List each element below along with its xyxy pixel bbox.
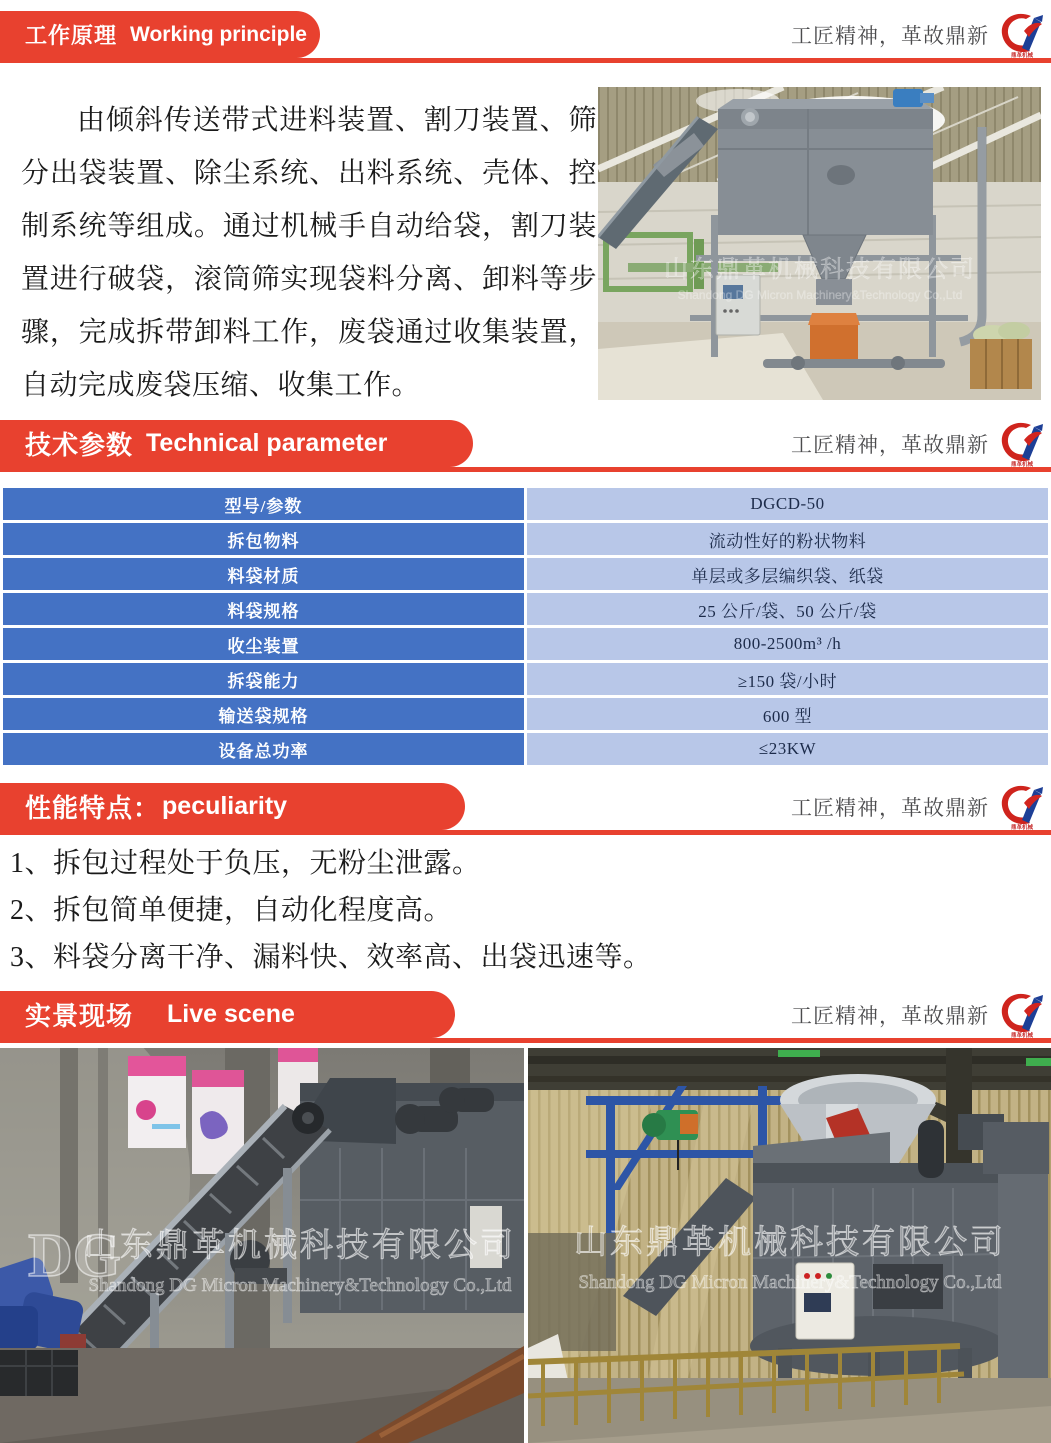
floor-pipe	[763, 359, 945, 368]
svg-text:山东鼎革机械科技有限公司: 山东鼎革机械科技有限公司	[574, 1225, 1006, 1261]
section-title-banner	[0, 11, 320, 58]
technical-parameter-table	[3, 488, 1048, 768]
brand-strip	[791, 783, 1046, 830]
control-cabinet	[716, 275, 760, 335]
photo-watermark	[574, 1224, 1006, 1293]
spec-value: 流动性好的粉状物料	[527, 523, 1048, 555]
section-divider-line	[0, 830, 1051, 835]
spec-value: ≤23KW	[527, 733, 1048, 765]
photo-watermark	[664, 256, 976, 302]
brand-strip	[791, 11, 1046, 58]
spec-label: 料袋规格	[3, 593, 524, 625]
feature-item: 1、拆包过程处于负压，无粉尘泄露。	[10, 848, 481, 879]
svg-text:山东鼎革机械科技有限公司: 山东鼎革机械科技有限公司	[664, 256, 976, 283]
section-title-banner	[0, 783, 465, 830]
section-title-zh: 技术参数	[25, 430, 134, 460]
section-header-peculiarity	[0, 783, 1051, 835]
company-logo-icon	[998, 992, 1046, 1038]
section-title-en: Technical parameter	[146, 429, 388, 457]
spec-value: ≥150 袋/小时	[527, 663, 1048, 695]
svg-text:山东鼎革机械科技有限公司: 山东鼎革机械科技有限公司	[84, 1228, 516, 1264]
roof-beams	[528, 1048, 1051, 1090]
table-row	[3, 733, 1048, 765]
live-scene-photo-right	[528, 1048, 1051, 1443]
spec-value: DGCD-50	[527, 488, 1048, 520]
spec-label: 输送袋规格	[3, 698, 524, 730]
company-logo-icon	[998, 12, 1046, 58]
brand-strip	[791, 991, 1046, 1038]
section-title-banner	[0, 420, 473, 467]
bag-breaker-hopper	[718, 99, 933, 235]
section-title-en: Live scene	[167, 1000, 295, 1028]
svg-text:鼎革机械: 鼎革机械	[1010, 461, 1034, 467]
section-title-en: peculiarity	[162, 792, 288, 820]
brand-motto: 工匠精神，革故鼎新	[791, 24, 989, 48]
svg-text:鼎革机械: 鼎革机械	[1010, 824, 1034, 830]
table-row	[3, 488, 1048, 520]
section-divider-line	[0, 58, 1051, 63]
svg-text:Shandong DG Micron Machinery&T: Shandong DG Micron Machinery&Technology Co.,Ltd	[578, 1272, 1002, 1293]
table-row	[3, 628, 1048, 660]
brand-strip	[791, 420, 1046, 467]
working-principle-photo	[598, 87, 1041, 400]
section-divider-line	[0, 467, 1051, 472]
svg-text:鼎革机械: 鼎革机械	[1010, 52, 1034, 58]
svg-text:DG: DG	[28, 1222, 121, 1290]
spec-label: 设备总功率	[3, 733, 524, 765]
spec-value: 单层或多层编织袋、纸袋	[527, 558, 1048, 590]
section-divider-line	[0, 1038, 1051, 1043]
table-row	[3, 593, 1048, 625]
working-principle-paragraph: 由倾斜传送带式进料装置、割刀装置、筛分出袋装置、除尘系统、出料系统、壳体、控制系统等组成。通过机械手自动给袋，割刀装置进行破袋，滚筒筛实现袋料分离、卸料等步骤，完成拆带卸料工作，废袋通过收集装置，自动完成废袋压缩、收集工作。	[21, 105, 597, 401]
spec-label: 拆包物料	[3, 523, 524, 555]
spec-label: 收尘装置	[3, 628, 524, 660]
spec-label: 型号/参数	[3, 488, 524, 520]
section-header-live-scene	[0, 991, 1051, 1043]
section-title-zh: 实景现场	[25, 1001, 134, 1031]
table-row	[3, 523, 1048, 555]
section-header-working-principle	[0, 11, 1051, 63]
company-logo-icon	[998, 421, 1046, 467]
spec-label: 拆袋能力	[3, 663, 524, 695]
spec-value: 800-2500m³ /h	[527, 628, 1048, 660]
svg-text:鼎革机械: 鼎革机械	[1010, 1032, 1034, 1038]
section-title-banner	[0, 991, 455, 1038]
live-scene-photo-left	[0, 1048, 524, 1443]
table-row	[3, 558, 1048, 590]
wooden-crate	[970, 322, 1032, 389]
table-row	[3, 663, 1048, 695]
section-title-zh: 性能特点：	[25, 793, 161, 823]
spec-value: 600 型	[527, 698, 1048, 730]
svg-text:Shandong DG Micron Machinery&T: Shandong DG Micron Machinery&Technology Co.,Ltd	[88, 1275, 512, 1296]
spec-label: 料袋材质	[3, 558, 524, 590]
brand-motto: 工匠精神，革故鼎新	[791, 796, 989, 820]
svg-text:Shandong DG Micron Machinery&T: Shandong DG Micron Machinery&Technology Co.,Ltd	[677, 288, 963, 302]
section-title-en: Working principle	[130, 22, 307, 46]
feature-item: 2、拆包简单便捷，自动化程度高。	[10, 895, 453, 926]
feature-list	[10, 849, 770, 990]
feature-item: 3、料袋分离干净、漏料快、效率高、出袋迅速等。	[10, 942, 652, 973]
photo-watermark	[28, 1222, 516, 1296]
brand-motto: 工匠精神，革故鼎新	[791, 1004, 989, 1028]
brand-motto: 工匠精神，革故鼎新	[791, 433, 989, 457]
table-row	[3, 698, 1048, 730]
section-header-technical-parameter	[0, 420, 1051, 472]
company-logo-icon	[998, 784, 1046, 830]
spec-value: 25 公斤/袋、50 公斤/袋	[527, 593, 1048, 625]
section-title-zh: 工作原理	[25, 23, 118, 48]
